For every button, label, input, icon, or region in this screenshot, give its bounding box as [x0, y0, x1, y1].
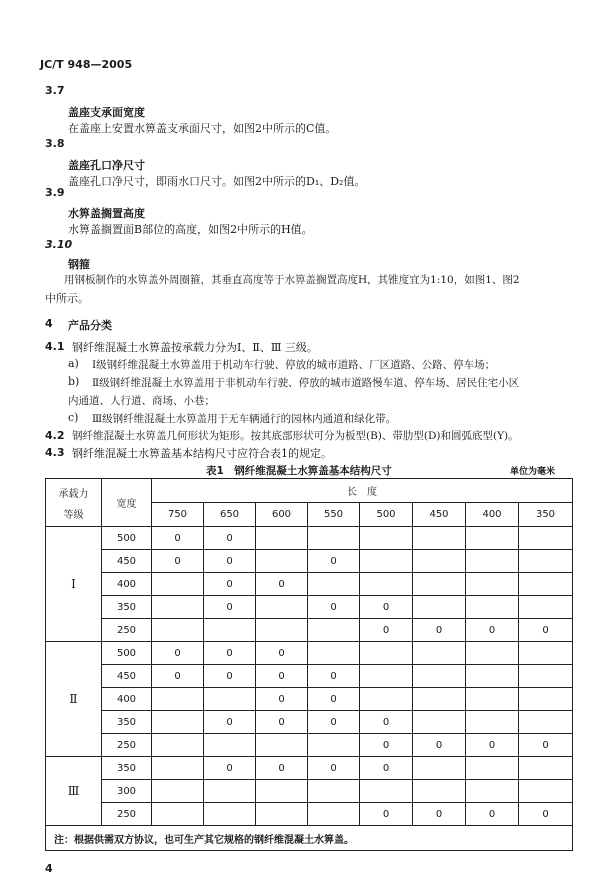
- grade-header-line1: 承载力: [58, 488, 89, 500]
- spec-cell: [466, 711, 519, 734]
- grade-cell: Ⅱ: [46, 642, 102, 757]
- spec-cell: 0: [308, 711, 360, 734]
- spec-cell: [360, 780, 413, 803]
- spec-cell: 0: [360, 596, 413, 619]
- spec-cell: [519, 688, 573, 711]
- spec-cell: 0: [360, 711, 413, 734]
- table-row: [46, 757, 573, 780]
- spec-cell: 0: [308, 550, 360, 573]
- spec-cell: [413, 665, 466, 688]
- table-row: [46, 642, 573, 665]
- spec-cell: [519, 550, 573, 573]
- spec-cell: 0: [413, 734, 466, 757]
- spec-cell: [204, 803, 256, 826]
- section-body: 水箅盖搁置面B部位的高度，如图2中所示的H值。: [68, 223, 313, 236]
- spec-cell: 0: [360, 757, 413, 780]
- spec-cell: 0: [256, 642, 308, 665]
- spec-cell: [308, 573, 360, 596]
- spec-cell: [152, 803, 204, 826]
- spec-cell: 0: [204, 642, 256, 665]
- width-cell: 400: [102, 573, 152, 596]
- spec-cell: [466, 757, 519, 780]
- length-col-header: 350: [519, 503, 573, 527]
- table-row: [46, 734, 573, 757]
- table-caption: 表1 钢纤维混凝土水箅盖基本结构尺寸: [206, 465, 392, 477]
- spec-cell: [519, 665, 573, 688]
- clause-number: 4.1: [45, 340, 65, 353]
- spec-cell: 0: [360, 619, 413, 642]
- dimension-table: [45, 478, 573, 851]
- list-label: b): [68, 375, 80, 388]
- spec-cell: [466, 665, 519, 688]
- spec-cell: [413, 642, 466, 665]
- width-cell: 250: [102, 803, 152, 826]
- spec-cell: [152, 573, 204, 596]
- spec-cell: [519, 780, 573, 803]
- spec-cell: 0: [466, 619, 519, 642]
- spec-cell: 0: [413, 803, 466, 826]
- spec-cell: 0: [519, 803, 573, 826]
- length-col-header: 450: [413, 503, 466, 527]
- spec-cell: [152, 734, 204, 757]
- spec-cell: [204, 688, 256, 711]
- section-body-line2: 中所示。: [45, 292, 89, 305]
- spec-cell: 0: [204, 711, 256, 734]
- spec-cell: [466, 642, 519, 665]
- spec-cell: 0: [308, 688, 360, 711]
- spec-cell: [466, 527, 519, 550]
- width-cell: 350: [102, 757, 152, 780]
- clause-number: 4.2: [45, 429, 65, 442]
- spec-cell: [152, 619, 204, 642]
- spec-cell: [152, 757, 204, 780]
- spec-cell: [413, 573, 466, 596]
- table-row: [46, 711, 573, 734]
- table-row: [46, 550, 573, 573]
- spec-cell: [466, 780, 519, 803]
- table-row: [46, 688, 573, 711]
- clause-text: 钢纤维混凝土水箅盖基本结构尺寸应符合表1的规定。: [72, 447, 332, 460]
- spec-cell: 0: [256, 757, 308, 780]
- list-item-text: Ⅲ级钢纤维混凝土水箅盖用于无车辆通行的园林内通道和绿化带。: [92, 413, 397, 425]
- spec-cell: [466, 573, 519, 596]
- clause-text: 钢纤维混凝土水箅盖几何形状为矩形。按其底部形状可分为板型(B)、带肋型(D)和圆弧底型(Y)。: [72, 430, 519, 442]
- spec-cell: [308, 619, 360, 642]
- spec-cell: [360, 665, 413, 688]
- list-label: a): [68, 357, 79, 370]
- grade-header-line2: 等级: [63, 509, 84, 521]
- spec-cell: [152, 596, 204, 619]
- width-header: 宽度: [102, 479, 152, 527]
- section-number: 3.10: [45, 238, 73, 251]
- table-row: [46, 665, 573, 688]
- spec-cell: [152, 688, 204, 711]
- section-number: 3.7: [45, 84, 65, 97]
- chapter-number: 4: [45, 317, 53, 330]
- spec-cell: [466, 596, 519, 619]
- clause-text: 钢纤维混凝土水箅盖按承载力分为Ⅰ、Ⅱ、Ⅲ 三级。: [72, 341, 318, 354]
- spec-cell: [152, 780, 204, 803]
- spec-cell: [256, 596, 308, 619]
- grade-cell: Ⅲ: [46, 757, 102, 826]
- length-col-header: 400: [466, 503, 519, 527]
- spec-cell: 0: [204, 757, 256, 780]
- width-cell: 300: [102, 780, 152, 803]
- list-item-text: Ⅱ级钢纤维混凝土水箅盖用于非机动车行驶、停放的城市道路慢车道、停车场、居民住宅小区: [92, 377, 520, 389]
- clause-number: 4.3: [45, 446, 65, 459]
- width-cell: 250: [102, 734, 152, 757]
- length-col-header: 500: [360, 503, 413, 527]
- table-row: [46, 780, 573, 803]
- length-col-header: 750: [152, 503, 204, 527]
- spec-cell: [519, 527, 573, 550]
- section-body: 在盖座上安置水箅盖支承面尺寸，如图2中所示的C值。: [68, 122, 337, 135]
- spec-cell: 0: [519, 619, 573, 642]
- list-item-text-cont: 内通道、人行道、商场、小巷；: [68, 395, 215, 407]
- spec-cell: 0: [308, 665, 360, 688]
- spec-cell: 0: [204, 550, 256, 573]
- spec-cell: 0: [256, 711, 308, 734]
- spec-cell: [308, 803, 360, 826]
- list-label: c): [68, 411, 79, 424]
- spec-cell: 0: [256, 688, 308, 711]
- spec-cell: 0: [256, 665, 308, 688]
- spec-cell: [413, 711, 466, 734]
- spec-cell: [308, 734, 360, 757]
- spec-cell: 0: [413, 619, 466, 642]
- section-body-line1: 用钢板制作的水箅盖外周圈箍，其垂直高度等于水箅盖搁置高度H，其锥度宜为1:10，如图1、图2: [64, 274, 520, 286]
- width-cell: 500: [102, 527, 152, 550]
- spec-cell: [413, 550, 466, 573]
- spec-cell: [413, 527, 466, 550]
- spec-cell: 0: [152, 665, 204, 688]
- spec-cell: [256, 619, 308, 642]
- page-number: 4: [45, 862, 53, 875]
- spec-cell: [360, 642, 413, 665]
- spec-cell: [519, 596, 573, 619]
- spec-cell: [466, 550, 519, 573]
- spec-cell: [519, 642, 573, 665]
- spec-cell: 0: [204, 527, 256, 550]
- section-title: 盖座支承面宽度: [68, 106, 145, 119]
- table-unit: 单位为毫米: [510, 467, 556, 477]
- list-item-text: Ⅰ级钢纤维混凝土水箅盖用于机动车行驶、停放的城市道路、厂区道路、公路、停车场；: [92, 359, 496, 371]
- spec-cell: [519, 757, 573, 780]
- section-number: 3.9: [45, 186, 65, 199]
- spec-cell: 0: [308, 596, 360, 619]
- width-cell: 500: [102, 642, 152, 665]
- spec-cell: [256, 550, 308, 573]
- length-header: 长 度: [152, 479, 573, 503]
- section-body: 盖座孔口净尺寸，即雨水口尺寸。如图2中所示的D₁、D₂值。: [68, 175, 366, 188]
- section-title: 钢箍: [68, 258, 90, 271]
- spec-cell: [308, 780, 360, 803]
- spec-cell: [413, 596, 466, 619]
- grade-header: [46, 479, 102, 527]
- spec-cell: [360, 527, 413, 550]
- table-row: [46, 573, 573, 596]
- spec-cell: [519, 711, 573, 734]
- length-col-header: 550: [308, 503, 360, 527]
- spec-cell: [466, 688, 519, 711]
- table-row: [46, 619, 573, 642]
- spec-cell: 0: [204, 665, 256, 688]
- table-row: [46, 803, 573, 826]
- spec-cell: [308, 642, 360, 665]
- table-row: [46, 596, 573, 619]
- width-cell: 400: [102, 688, 152, 711]
- section-title: 水箅盖搁置高度: [68, 207, 145, 220]
- spec-cell: 0: [152, 642, 204, 665]
- spec-cell: 0: [152, 550, 204, 573]
- spec-cell: 0: [360, 734, 413, 757]
- length-col-header: 650: [204, 503, 256, 527]
- spec-cell: 0: [466, 803, 519, 826]
- spec-cell: [360, 550, 413, 573]
- chapter-title: 产品分类: [68, 319, 112, 332]
- spec-cell: [519, 573, 573, 596]
- spec-cell: 0: [308, 757, 360, 780]
- spec-cell: [256, 734, 308, 757]
- spec-cell: [308, 527, 360, 550]
- spec-cell: [152, 711, 204, 734]
- spec-cell: [413, 688, 466, 711]
- spec-cell: 0: [360, 803, 413, 826]
- spec-cell: [204, 780, 256, 803]
- width-cell: 250: [102, 619, 152, 642]
- spec-cell: [360, 573, 413, 596]
- spec-cell: [256, 803, 308, 826]
- spec-cell: 0: [256, 573, 308, 596]
- spec-cell: [256, 780, 308, 803]
- spec-cell: 0: [204, 573, 256, 596]
- spec-cell: 0: [519, 734, 573, 757]
- width-cell: 450: [102, 665, 152, 688]
- width-cell: 350: [102, 596, 152, 619]
- spec-cell: [413, 780, 466, 803]
- width-cell: 450: [102, 550, 152, 573]
- width-cell: 350: [102, 711, 152, 734]
- spec-cell: [413, 757, 466, 780]
- spec-cell: 0: [466, 734, 519, 757]
- grade-cell: Ⅰ: [46, 527, 102, 642]
- section-title: 盖座孔口净尺寸: [68, 159, 145, 172]
- section-number: 3.8: [45, 137, 65, 150]
- standard-code-header: JC/T 948—2005: [40, 58, 133, 71]
- spec-cell: 0: [152, 527, 204, 550]
- spec-cell: [256, 527, 308, 550]
- spec-cell: [360, 688, 413, 711]
- table-row: [46, 527, 573, 550]
- length-col-header: 600: [256, 503, 308, 527]
- spec-cell: 0: [204, 596, 256, 619]
- spec-cell: [204, 734, 256, 757]
- table-note: 注：根据供需双方协议，也可生产其它规格的钢纤维混凝土水箅盖。: [46, 826, 573, 851]
- spec-cell: [204, 619, 256, 642]
